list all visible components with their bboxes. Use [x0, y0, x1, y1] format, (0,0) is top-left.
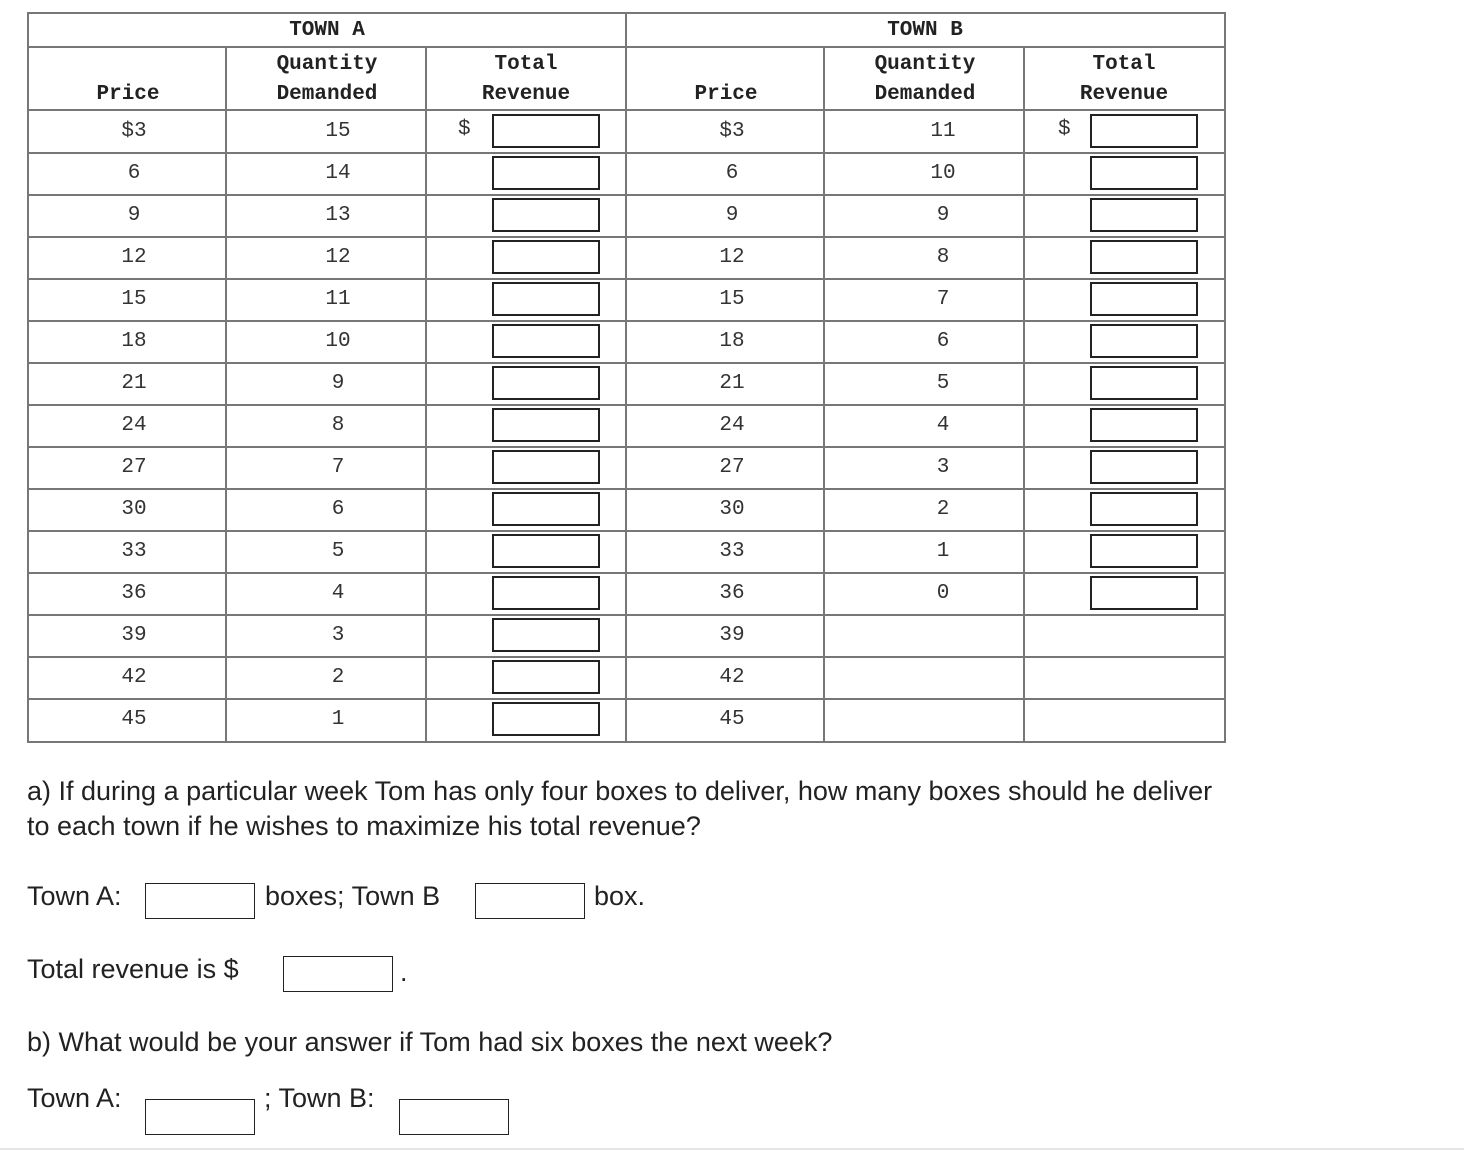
town-b-revenue-input[interactable]	[1090, 114, 1198, 148]
town-a-price-header: Price	[96, 83, 160, 106]
town-b-quantity-cell: 9	[936, 204, 950, 227]
b-town-b-input[interactable]	[399, 1099, 509, 1135]
town-b-quantity-cell: 0	[936, 582, 950, 605]
town-a-revenue-input[interactable]	[492, 282, 600, 316]
town-a-revenue-input[interactable]	[492, 702, 600, 736]
town-b-dollar-sign: $	[1058, 118, 1071, 141]
town-a-revenue-input[interactable]	[492, 576, 600, 610]
town-a-price-cell: 30	[121, 498, 147, 521]
town-a-revenue-input[interactable]	[492, 114, 600, 148]
town-a-revenue-input[interactable]	[492, 492, 600, 526]
question-b: b) What would be your answer if Tom had six boxes the next week?	[27, 1027, 833, 1057]
town-a-price-cell: 36	[121, 582, 147, 605]
total-revenue-label: Total revenue is $	[27, 954, 239, 984]
town-b-revenue-input[interactable]	[1090, 324, 1198, 358]
town-b-price-cell: 42	[719, 666, 745, 689]
town-a-revenue-input[interactable]	[492, 156, 600, 190]
grid-line	[27, 46, 627, 48]
town-b-price-cell: 18	[719, 330, 745, 353]
town-b-quantity-cell: 5	[936, 372, 950, 395]
town-a-qty-header-2: Demanded	[276, 83, 378, 106]
b-town-a-label: Town A:	[27, 1083, 122, 1113]
town-a-quantity-cell: 14	[325, 162, 351, 185]
town-b-quantity-cell: 1	[936, 540, 950, 563]
town-b-revenue-input[interactable]	[1090, 240, 1198, 274]
boxes-town-b-label: boxes; Town B	[265, 881, 441, 911]
town-a-price-cell: 12	[121, 246, 147, 269]
town-a-quantity-cell: 9	[331, 372, 345, 395]
town-b-price-cell: 9	[725, 204, 739, 227]
town-b-revenue-input[interactable]	[1090, 576, 1198, 610]
town-b-price-header: Price	[694, 83, 758, 106]
town-b-revenue-input[interactable]	[1090, 450, 1198, 484]
town-a-rev-header-1: Total	[494, 53, 558, 76]
town-a-quantity-cell: 8	[331, 414, 345, 437]
question-a-line2: to each town if he wishes to maximize his total revenue?	[27, 811, 701, 841]
town-b-boxes-input[interactable]	[475, 883, 585, 919]
grid-line	[625, 46, 1226, 48]
town-a-label: Town A:	[27, 881, 122, 911]
town-a-price-cell: 21	[121, 372, 147, 395]
town-a-quantity-cell: 15	[325, 120, 351, 143]
town-b-revenue-input[interactable]	[1090, 408, 1198, 442]
town-b-quantity-cell: 8	[936, 246, 950, 269]
town-b-revenue-input[interactable]	[1090, 534, 1198, 568]
town-b-quantity-cell: 2	[936, 498, 950, 521]
town-b-price-cell: 27	[719, 456, 745, 479]
town-b-price-cell: 15	[719, 288, 745, 311]
town-a-quantity-cell: 3	[331, 624, 345, 647]
town-a-quantity-cell: 2	[331, 666, 345, 689]
town-b-revenue-input[interactable]	[1090, 198, 1198, 232]
town-b-revenue-input[interactable]	[1090, 282, 1198, 316]
town-a-price-cell: 39	[121, 624, 147, 647]
town-a-price-cell: 9	[127, 204, 141, 227]
town-a-revenue-input[interactable]	[492, 534, 600, 568]
town-b-price-cell: 30	[719, 498, 745, 521]
town-b-title: TOWN B	[887, 19, 963, 42]
town-b-price-cell: 36	[719, 582, 745, 605]
total-revenue-input[interactable]	[283, 956, 393, 992]
divider	[0, 1148, 1464, 1150]
town-a-revenue-input[interactable]	[492, 450, 600, 484]
town-b-quantity-cell: 10	[930, 162, 956, 185]
town-b-revenue-input[interactable]	[1090, 366, 1198, 400]
town-a-price-cell: 45	[121, 708, 147, 731]
town-a-quantity-cell: 4	[331, 582, 345, 605]
town-a-qty-header-1: Quantity	[276, 53, 378, 76]
town-b-revenue-input[interactable]	[1090, 156, 1198, 190]
town-a-price-cell: 27	[121, 456, 147, 479]
town-b-quantity-cell: 4	[936, 414, 950, 437]
town-b-quantity-cell: 11	[930, 120, 956, 143]
b-town-a-input[interactable]	[145, 1099, 255, 1135]
town-a-price-cell: 15	[121, 288, 147, 311]
town-a-price-cell: 42	[121, 666, 147, 689]
town-a-boxes-input[interactable]	[145, 883, 255, 919]
box-suffix: box.	[594, 881, 646, 911]
town-a-price-cell: 18	[121, 330, 147, 353]
town-a-price-cell: 24	[121, 414, 147, 437]
town-a-quantity-cell: 5	[331, 540, 345, 563]
town-b-rev-header-1: Total	[1092, 53, 1156, 76]
town-a-revenue-input[interactable]	[492, 408, 600, 442]
town-b-price-cell: 21	[719, 372, 745, 395]
town-a-revenue-input[interactable]	[492, 660, 600, 694]
question-a-line1: a) If during a particular week Tom has only four boxes to deliver, how many boxes should he deliver	[27, 776, 1213, 806]
town-a-revenue-input[interactable]	[492, 198, 600, 232]
town-b-price-cell: 33	[719, 540, 745, 563]
town-b-quantity-cell: 7	[936, 288, 950, 311]
town-a-price-cell: 33	[121, 540, 147, 563]
town-a-title: TOWN A	[289, 19, 365, 42]
town-a-dollar-sign: $	[458, 118, 471, 141]
town-a-price-cell: $3	[121, 120, 147, 143]
town-a-quantity-cell: 1	[331, 708, 345, 731]
town-a-revenue-input[interactable]	[492, 618, 600, 652]
town-b-qty-header-1: Quantity	[874, 53, 976, 76]
total-revenue-period: .	[400, 957, 408, 987]
town-b-price-cell: 24	[719, 414, 745, 437]
town-b-price-cell: 6	[725, 162, 739, 185]
town-b-price-cell: $3	[719, 120, 745, 143]
town-b-quantity-cell: 6	[936, 330, 950, 353]
town-a-quantity-cell: 7	[331, 456, 345, 479]
town-a-quantity-cell: 11	[325, 288, 351, 311]
town-b-revenue-input[interactable]	[1090, 492, 1198, 526]
town-b-price-cell: 39	[719, 624, 745, 647]
town-a-quantity-cell: 12	[325, 246, 351, 269]
town-b-price-cell: 12	[719, 246, 745, 269]
town-a-price-cell: 6	[127, 162, 141, 185]
town-b-quantity-cell: 3	[936, 456, 950, 479]
town-b-qty-header-2: Demanded	[874, 83, 976, 106]
town-a-revenue-input[interactable]	[492, 324, 600, 358]
town-b-price-cell: 45	[719, 708, 745, 731]
town-b-rev-header-2: Revenue	[1079, 83, 1169, 106]
town-a-revenue-input[interactable]	[492, 240, 600, 274]
b-town-b-label: ; Town B:	[264, 1083, 375, 1113]
town-a-quantity-cell: 13	[325, 204, 351, 227]
town-a-revenue-input[interactable]	[492, 366, 600, 400]
town-a-rev-header-2: Revenue	[481, 83, 571, 106]
town-a-quantity-cell: 10	[325, 330, 351, 353]
town-a-quantity-cell: 6	[331, 498, 345, 521]
